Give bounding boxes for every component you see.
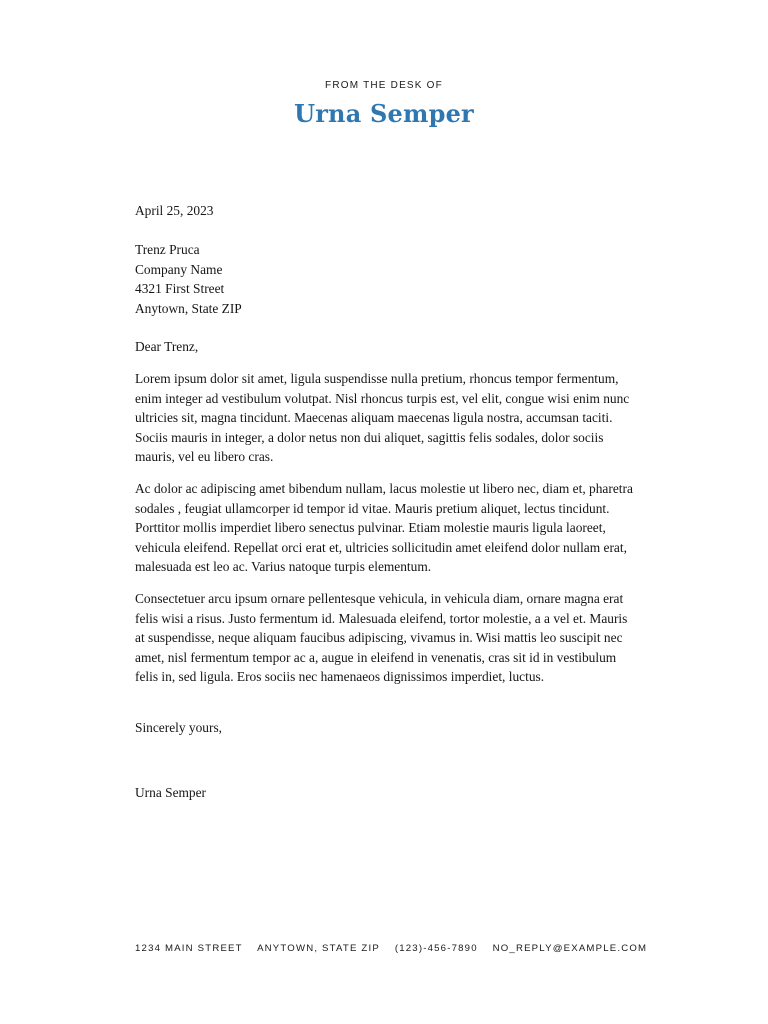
letter-date: April 25, 2023 <box>135 203 214 218</box>
body-paragraph-2: Ac dolor ac adipiscing amet bibendum nullam, lacus molestie ut libero nec, diam et, pharetra sodales , feugiat ullamcorper id tempor id vitae. Mauris pretium aliquet, lectus tincidunt. Porttitor mollis imperdiet libero senectus pulvinar. Etiam molestie mauris ligula laoreet, vehicula eleifend. Repellat orci erat et, ultricies sollicitudin amet eleifend dolor nullam erat, malesuada est leo ac. Varius natoque turpis elementum. <box>135 481 633 574</box>
footer-email: NO_REPLY@EXAMPLE.COM <box>492 943 648 954</box>
body-paragraph-3: Consectetuer arcu ipsum ornare pellentesque vehicula, in vehicula diam, ornare magna erat felis wisi a risus. Justo fermentum id. Malesuada eleifend, tortor molestie, a a vel et. Mauris at suspendisse, neque aliquam faucibus adipiscing, vivamus in. Wisi mattis leo suscipit nec amet, nisl fermentum tempor ac a, augue in eleifend in venenatis, cras sit id in vestibulum felis in, sed ligula. Eros sociis nec hamenaeos dignissimos imperdiet, luctus. <box>135 591 628 684</box>
footer-phone: (123)-456-7890 <box>394 943 478 954</box>
recipient-city: Anytown, State ZIP <box>135 300 242 316</box>
footer-contact <box>135 943 655 954</box>
recipient-company: Company Name <box>135 261 223 277</box>
recipient-name: Trenz Pruca <box>135 242 200 257</box>
footer-city: ANYTOWN, STATE ZIP <box>257 943 380 954</box>
salutation: Dear Trenz, <box>135 339 199 354</box>
signature-name: Urna Semper <box>135 785 207 800</box>
footer-address: 1234 MAIN STREET <box>135 943 243 954</box>
recipient-address <box>135 240 635 318</box>
closing: Sincerely yours, <box>135 720 223 735</box>
recipient-street: 4321 First Street <box>135 281 225 296</box>
body-paragraph-1: Lorem ipsum dolor sit amet, ligula suspendisse nulla pretium, rhoncus tempor fermentum, enim integer ad vestibulum volutpat. Nisl rhoncus turpis est, vel elit, congue wisi enim nunc ultricies sit, magna tincidunt. Maecenas aliquam maecenas ligula nostra, accumsan taciti. Sociis mauris in integer, a dolor netus non dui aliquet, sagittis felis sodales, dolor sociis mauris, vel eu libero cras. <box>135 371 630 464</box>
sender-name-heading: Urna Semper <box>294 99 474 128</box>
header-eyebrow: FROM THE DESK OF <box>325 80 443 91</box>
